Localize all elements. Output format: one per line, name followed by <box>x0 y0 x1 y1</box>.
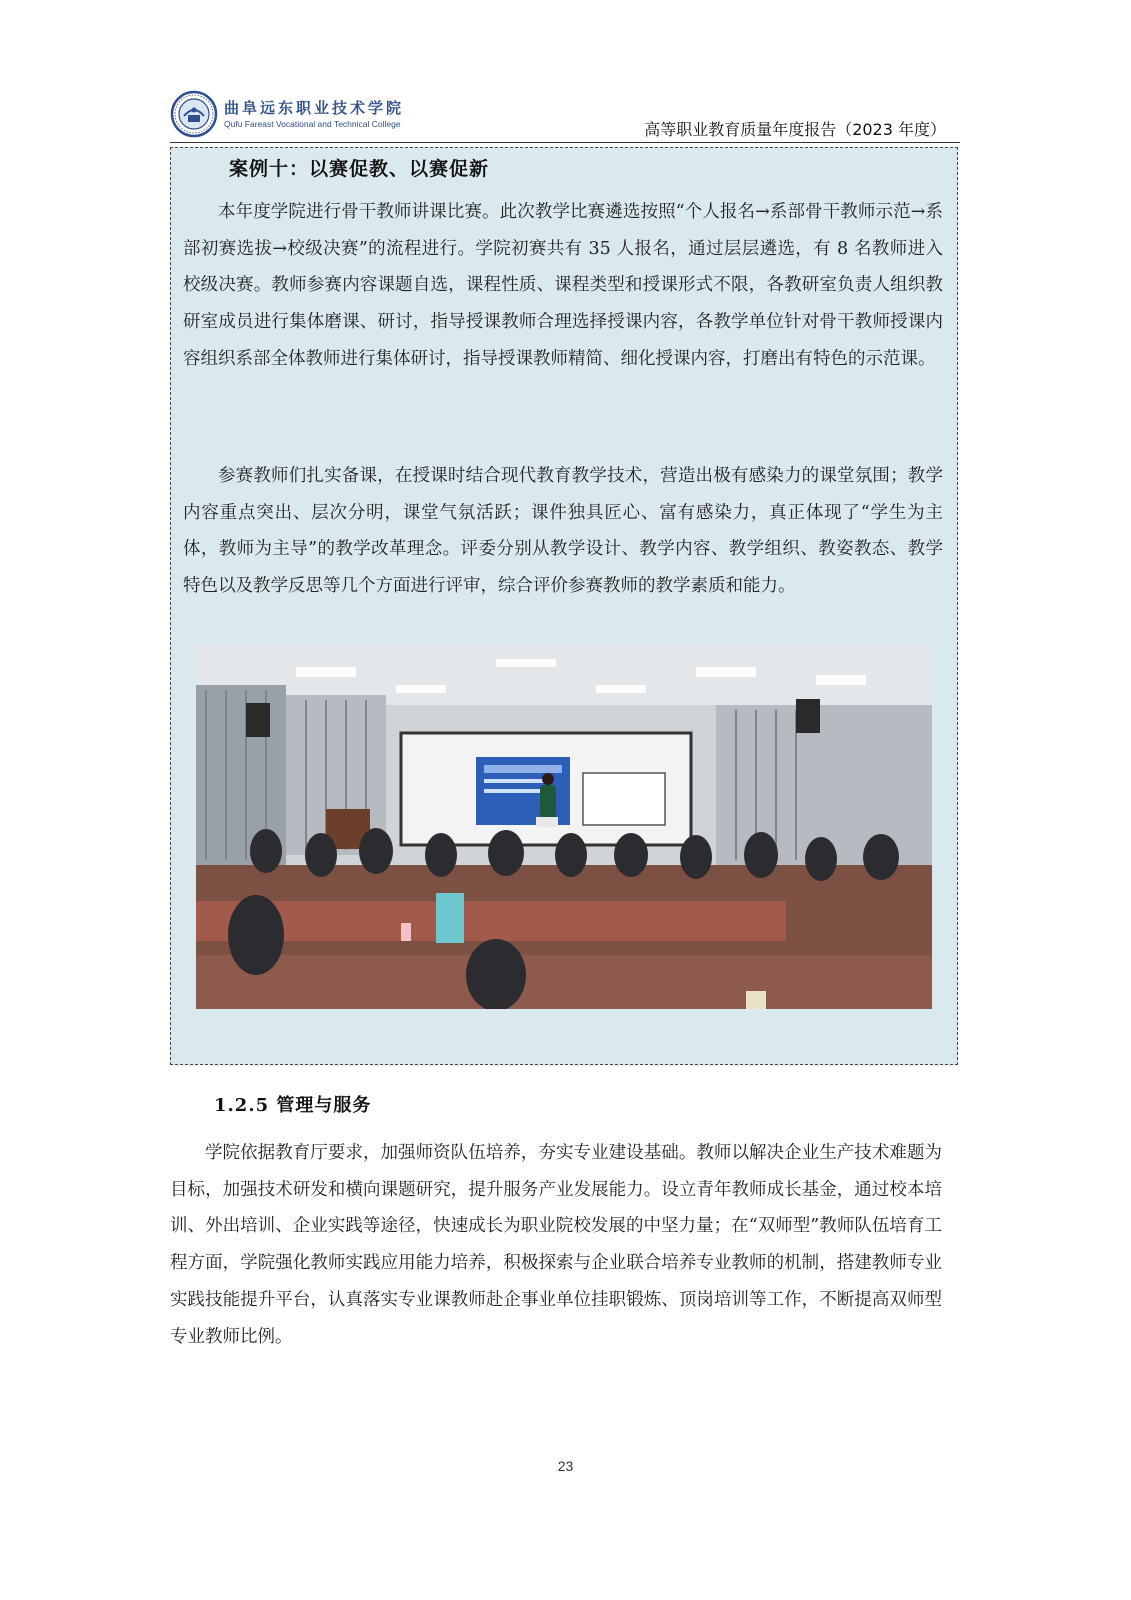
page-header <box>170 88 960 143</box>
college-name-cn: 曲阜远东职业技术学院 <box>224 99 405 117</box>
section-paragraph: 学院依据教育厅要求，加强师资队伍培养，夯实专业建设基础。教师以解决企业生产技术难题为目标，加强技术研发和横向课题研究，提升服务产业发展能力。设立青年教师成长基金，通过校本培训、外出培训、企业实践等途径，快速成长为职业院校发展的中坚力量；在“双师型”教师队伍培育工程方面，学院强化教师实践应用能力培养，积极探索与企业联合培养专业教师的机制，搭建教师专业实践技能提升平台，认真落实专业课教师赴企事业单位挂职锻炼、顶岗培训等工作，不断提高双师型专业教师比例。 <box>170 1143 942 1347</box>
classroom-photo <box>196 645 932 1009</box>
page-number: 23 <box>557 1458 574 1474</box>
college-seal-icon <box>170 90 218 138</box>
report-title: 高等职业教育质量年度报告（2023 年度） <box>644 120 946 139</box>
case-paragraph-1: 本年度学院进行骨干教师讲课比赛。此次教学比赛遴选按照“个人报名→系部骨干教师示范→系部初赛选拔→校级决赛”的流程进行。学院初赛共有 35 人报名，通过层层遴选，有 8 名教师进入校级决赛。教师参赛内容课题自选，课程性质、课程类型和授课形式不限，各教研室负责人组织教研室成员进行集体磨课、研讨，指导授课教师合理选择授课内容，各教学单位针对骨干教师授课内容组织系部全体教师进行集体研讨，指导授课教师精简、细化授课内容，打磨出有特色的示范课。 <box>183 202 943 369</box>
section-heading: 1.2.5 管理与服务 <box>214 1095 372 1116</box>
case-title: 案例十：以赛促教、以赛促新 <box>229 158 490 180</box>
college-name-en: Qufu Fareast Vocational and Technical College <box>224 119 401 129</box>
case-paragraph-2: 参赛教师们扎实备课，在授课时结合现代教育教学技术，营造出极有感染力的课堂氛围；教学内容重点突出、层次分明，课堂气氛活跃；课件独具匠心、富有感染力，真正体现了“学生为主体，教师为主导”的教学改革理念。评委分别从教学设计、教学内容、教学组织、教姿教态、教学特色以及教学反思等几个方面进行评审，综合评价参赛教师的教学素质和能力。 <box>183 466 943 597</box>
college-logo <box>170 90 404 138</box>
case-study-box <box>170 147 958 1065</box>
